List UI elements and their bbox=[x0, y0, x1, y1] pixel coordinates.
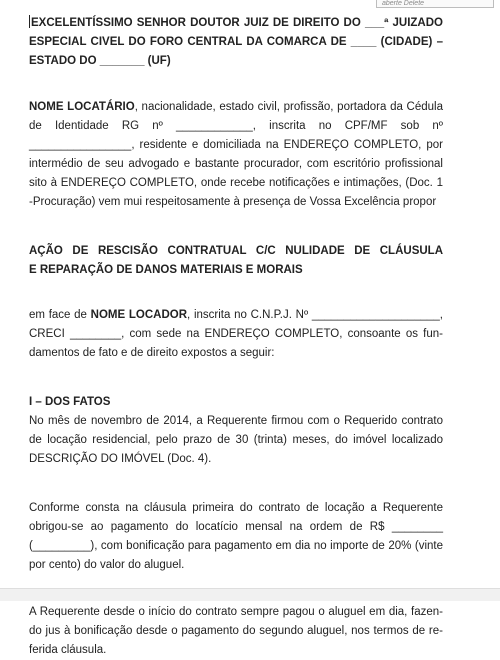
paragraph-line: de locação residencial, pelo prazo de 30 (trinta) meses, do imóvel localizado bbox=[29, 434, 443, 446]
paragraph-line: ferida cláusula. bbox=[29, 644, 107, 656]
paragraph-line: No mês de novembro de 2014, a Requerente firmou com o Requerido contrato bbox=[29, 415, 443, 427]
paragraph-line: de Identidade RG nº ____________, inscrita no CPF/MF sob nº bbox=[29, 120, 443, 132]
qualification-paragraph: NOME LOCATÁRIO, nacionalidade, estado civil, profissão, portadora da Cédula de Identidade RG nº ____________, inscrita no CPF/MF sob nº ________________, residente e domiciliada na ENDEREÇO COMPLETO, por intermédio de seu advogado e bastante procurador, com escritório profissional sito à ENDEREÇO COMPLETO, onde recebe notificações e intimações, (Doc. 1 -Procuração) vem mui respeitosamente à presença de Vossa Excelência propor bbox=[29, 98, 443, 212]
section-title: I – DOS FATOS bbox=[29, 396, 111, 408]
action-title-line: AÇÃO DE RESCISÃO CONTRATUAL C/C NULIDADE DE CLÁUSULA bbox=[29, 245, 443, 257]
paragraph-line: A Requerente desde o início do contrato sempre pagou o aluguel em dia, fazen- bbox=[29, 606, 443, 618]
bottom-bar bbox=[0, 588, 500, 601]
paragraph-line: -Procuração) vem mui respeitosamente à presença de Vossa Excelência propor bbox=[29, 196, 437, 208]
paragraph-line: DESCRIÇÃO DO IMÓVEL (Doc. 4). bbox=[29, 453, 212, 465]
court-header-line: ESTADO DO _______ (UF) bbox=[29, 55, 171, 67]
plaintiff-name: NOME LOCATÁRIO bbox=[29, 101, 135, 113]
court-header-line: EXCELENTÍSSIMO SENHOR DOUTOR JUIZ DE DIREITO DO ___ª JUIZADO bbox=[31, 17, 443, 29]
paragraph-line: CRECI ________, com sede na ENDEREÇO COMPLETO, consoante os fun- bbox=[29, 328, 443, 340]
fact-paragraph-1 bbox=[29, 412, 443, 469]
paragraph-line: ________________, residente e domiciliada na ENDEREÇO COMPLETO, por bbox=[29, 139, 443, 151]
court-header-line: ESPECIAL CIVEL DO FORO CENTRAL DA COMARCA DE ____ (CIDADE) – bbox=[29, 36, 443, 48]
edit-hint: aberte Delete bbox=[376, 0, 494, 8]
paragraph-line: por cento) do valor do aluguel. bbox=[29, 559, 185, 571]
paragraph-line: sito à ENDEREÇO COMPLETO, onde recebe notificações e intimações, (Doc. 1 bbox=[29, 177, 443, 189]
defendant-name: NOME LOCADOR bbox=[90, 309, 188, 321]
paragraph-line: (_________), com bonificação para pagamento em dia no importe de 20% (vinte bbox=[29, 540, 443, 552]
document-body[interactable] bbox=[29, 14, 443, 660]
fact-paragraph-2 bbox=[29, 499, 443, 575]
text-cursor bbox=[29, 15, 30, 28]
fact-paragraph-3 bbox=[29, 603, 443, 660]
action-title bbox=[29, 242, 443, 280]
paragraph-line: damentos de fato e de direito expostos a seguir: bbox=[29, 347, 275, 359]
paragraph-line: Conforme consta na cláusula primeira do contrato de locação a Requerente bbox=[29, 502, 443, 514]
paragraph-line: do jus à bonificação desde o pagamento do segundo aluguel, nos termos de re- bbox=[29, 625, 443, 637]
defendant-paragraph: em face de NOME LOCADOR, inscrita no C.N.P.J. Nº ____________________, CRECI ________, com sede na ENDEREÇO COMPLETO, consoante os fun- damentos de fato e de direito expostos a seguir: bbox=[29, 306, 443, 363]
paragraph-line: obrigou-se ao pagamento do locatício mensal na ordem de R$ ________ bbox=[29, 521, 443, 533]
top-bar bbox=[0, 0, 500, 8]
action-title-line: E REPARAÇÃO DE DANOS MATERIAIS E MORAIS bbox=[29, 264, 303, 276]
court-header bbox=[29, 14, 443, 71]
paragraph-line: intermédio de seu advogado e bastante procurador, com escritório profissional bbox=[29, 158, 443, 170]
